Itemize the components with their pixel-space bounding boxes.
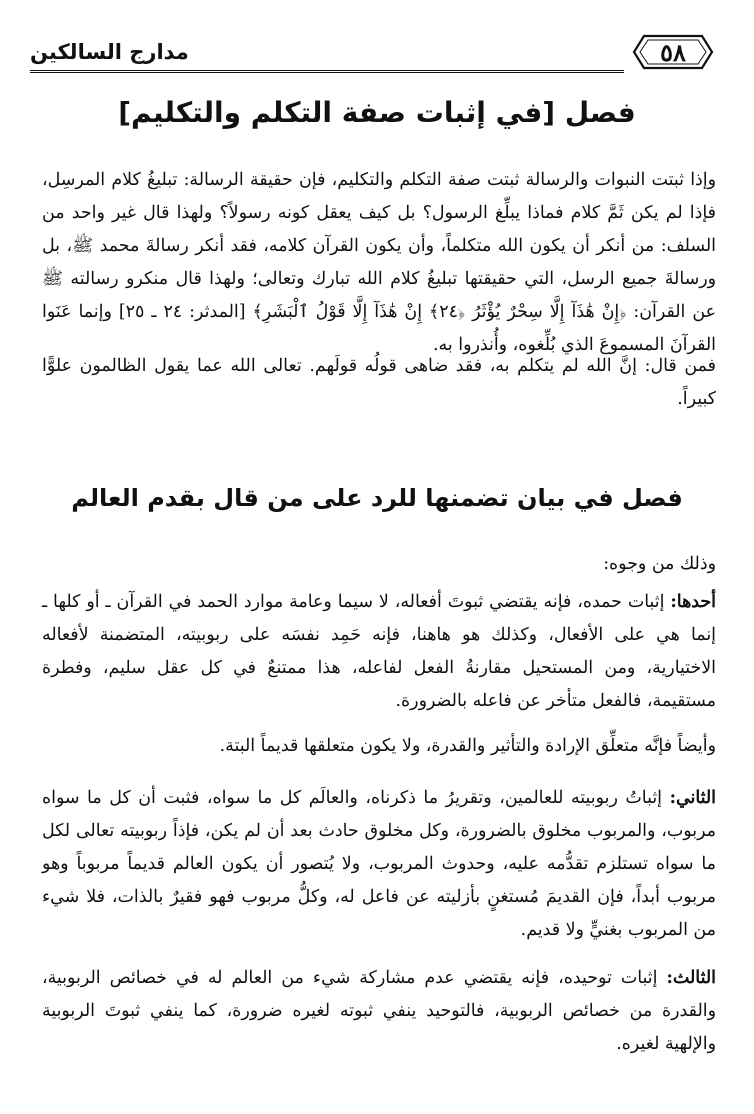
section-heading-speech: فصل [في إثبات صفة التكلم والتكليم]: [118, 96, 636, 129]
paragraph-lead: الثاني:: [669, 788, 716, 808]
paragraph: [42, 548, 716, 581]
page-header: [30, 30, 714, 80]
page-number-badge: [632, 34, 714, 70]
paragraph-text: وإذا ثبتت النبوات والرسالة ثبتت صفة التكلم والتكليم، فإن حقيقة الرسالة: تبليغُ كلام المرسِل، فإذا لم يكن ثَمَّ كلام فماذا يبلِّغ الرسول؟ بل كيف يعقل كونه رسولاً؟ ولهذا قال غير واحد من السلف: من أنكر أن يكون الله متكلماً، وأن يكون القرآن كلامه، فقد أنكر رسالةَ محمد ﷺ، بل ورسالةَ جميع الرسل، التي حقيقتها تبليغُ كلام الله تبارك وتعالى؛ ولهذا قال منكرو رسالته ﷺ عن القرآن: ﴿إِنْ هَٰذَآ إِلَّا سِحْرٌ يُؤْثَرُ ﴿٢٤﴾ إِنْ هَٰذَآ إِلَّا قَوْلُ ٱلْبَشَرِ﴾ [المدثر: ٢٤ ـ ٢٥] وإنما عَنَوا القرآنَ المسموعَ الذي بُلِّغوه، وأُنذروا به.: [42, 170, 716, 355]
paragraph: [42, 586, 716, 718]
paragraph-text: إثبات حمده، فإنه يقتضي ثبوتَ أفعاله، لا سيما وعامة موارد الحمد في القرآن ـ أو كلها ـ إنما هي على الأفعال، وكذلك هو هاهنا، فإنه حَمِد نفسَه على ربوبيته، المتضمنة لأفعاله الاختيارية، ومن المستحيل مقارنةُ الفعل لفاعله، هذا ممتنعٌ في كل عقل سليم، وفطرة مستقيمة، فالفعل متأخر عن فاعله بالضرورة.: [42, 592, 716, 711]
paragraph-text: وذلك من وجوه:: [603, 554, 716, 574]
paragraph: [42, 730, 716, 763]
paragraph-lead: أحدها:: [670, 592, 716, 612]
header-divider: [30, 70, 624, 73]
paragraph-lead: الثالث:: [666, 968, 716, 988]
paragraph: [42, 350, 716, 416]
paragraph-text: إثباتُ ربوبيته للعالمين، وتقريرُ ما ذكرناه، والعالَم كل ما سواه، فثبت أن كل ما سواه مربوب، والمربوب مخلوق بالضرورة، وكل مخلوق حادث بعد أن لم يكن، فإذاً ربوبيته تعالى لكل ما سواه تستلزم تقدُّمه عليه، وحدوث المربوب، ولا يُتصور أن يكون العالم قديماً مربوباً وهو مربوب أبداً، فإن القديمَ مُستغنٍ بأزليته عن فاعل له، وكلُّ مربوب فهو فقيرٌ بالذات، فلا شيء من المربوب بغنيٍّ ولا قديم.: [42, 788, 716, 940]
book-title: مدارج السالكين: [30, 40, 189, 64]
section-heading-eternity: فصل في بيان تضمنها للرد على من قال بقدم العالم: [71, 484, 683, 512]
paragraph: [42, 782, 716, 947]
paragraph-text: فمن قال: إنَّ الله لم يتكلم به، فقد ضاهى قولُه قولَهم. تعالى الله عما يقول الظالمون علوًّا كبيراً.: [42, 356, 716, 409]
paragraph: [42, 164, 716, 362]
page-number: ٥٨: [660, 38, 686, 67]
paragraph: [42, 962, 716, 1061]
paragraph-text: وأيضاً فإنَّه متعلِّق الإرادة والتأثير والقدرة، ولا يكون متعلقها قديماً البتة.: [219, 736, 716, 756]
paragraph-text: إثبات توحيده، فإنه يقتضي عدم مشاركة شيء من العالم له في خصائص الربوبية، والقدرة من خصائص الربوبية، فالتوحيد ينفي ثبوته لغيره ضرورة، كما ينفي ثبوتَ الربوبية والإلهية لغيره.: [42, 968, 716, 1054]
